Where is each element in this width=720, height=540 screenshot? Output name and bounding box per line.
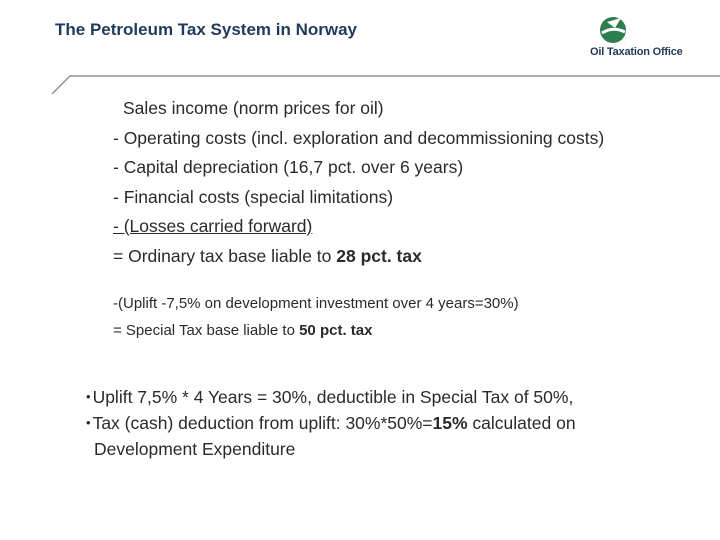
bullet-icon: •: [86, 389, 91, 404]
list-item: [86, 410, 576, 436]
logo-text: Oil Taxation Office: [590, 46, 683, 58]
special-tax-calculation: [113, 290, 519, 344]
ordinary-tax-rate: 28 pct. tax: [336, 245, 422, 266]
special-tax-base-text: = Special Tax base liable to: [113, 322, 300, 339]
ordinary-tax-base-line: [113, 242, 604, 272]
header-divider: [0, 66, 720, 96]
capital-depreciation-line: - Capital depreciation (16,7 pct. over 6 years): [113, 157, 464, 177]
uplift-line: -(Uplift -7,5% on development investment over 4 years=30%): [113, 295, 519, 312]
operating-costs-line: - Operating costs (incl. exploration and decommissioning costs): [113, 127, 605, 148]
page-title: The Petroleum Tax System in Norway: [55, 20, 357, 39]
list-item: [86, 384, 576, 410]
uplift-notes: [86, 384, 576, 462]
ordinary-tax-base-text: = Ordinary tax base liable to: [113, 245, 337, 266]
ordinary-tax-calculation: [113, 94, 604, 271]
uplift-note-text: Uplift 7,5% * 4 Years = 30%, deductible in Special Tax of 50%,: [92, 387, 574, 407]
tax-deduction-text: Tax (cash) deduction from uplift: 30%*50%=: [92, 413, 433, 433]
special-tax-base-line: [113, 317, 519, 344]
tax-deduction-percent: 15%: [432, 413, 468, 433]
tax-deduction-continuation: Development Expenditure: [94, 439, 296, 459]
bullet-icon: •: [86, 415, 91, 430]
oil-taxation-office-logo-icon: [585, 8, 710, 68]
special-tax-rate: 50 pct. tax: [299, 322, 373, 339]
financial-costs-line: - Financial costs (special limitations): [113, 186, 394, 207]
losses-carried-forward-line: - (Losses carried forward): [113, 216, 313, 236]
sales-income-line: Sales income (norm prices for oil): [123, 98, 384, 118]
tax-deduction-suffix: calculated on: [467, 413, 576, 433]
